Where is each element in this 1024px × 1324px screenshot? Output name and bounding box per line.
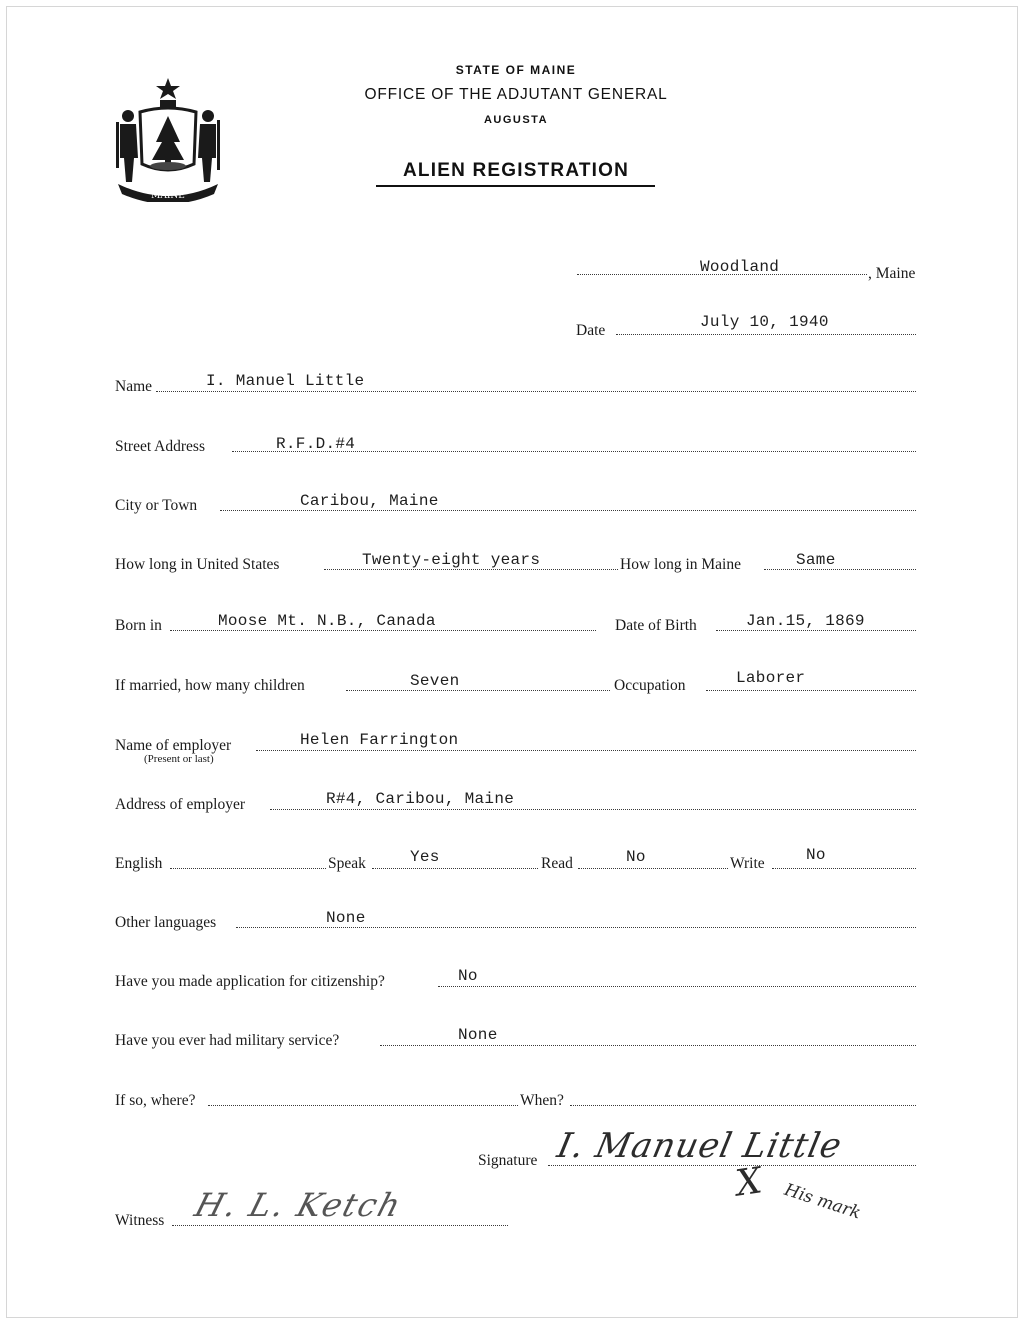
- how-long-maine-label: How long in Maine: [620, 556, 741, 573]
- english-line: [170, 868, 326, 869]
- date-of-birth-value: Jan.15, 1869: [746, 612, 865, 630]
- seal-banner-text: MAINE: [151, 191, 185, 201]
- maine-seal-icon: [110, 72, 226, 202]
- when-label: When?: [520, 1092, 564, 1109]
- employer-address-label: Address of employer: [115, 796, 245, 813]
- city-value: Caribou, Maine: [300, 492, 439, 510]
- citizenship-label: Have you made application for citizenship?: [115, 973, 385, 990]
- signature-handwriting: I. Manuel Little: [553, 1126, 846, 1166]
- street-address-value: R.F.D.#4: [276, 435, 356, 453]
- signature-label: Signature: [478, 1152, 538, 1169]
- born-in-value: Moose Mt. N.B., Canada: [218, 612, 436, 630]
- date-label: Date: [576, 322, 606, 339]
- employer-line: [256, 750, 916, 751]
- how-long-us-line: [324, 569, 618, 570]
- page-border: [6, 6, 1018, 1318]
- date-line: [616, 334, 916, 335]
- english-label: English: [115, 855, 163, 872]
- date-value: July 10, 1940: [700, 313, 829, 331]
- office-heading: OFFICE OF THE ADJUTANT GENERAL: [364, 86, 668, 103]
- occupation-label: Occupation: [614, 677, 686, 694]
- read-label: Read: [541, 855, 573, 872]
- how-long-us-label: How long in United States: [115, 556, 280, 573]
- children-label: If married, how many children: [115, 677, 305, 694]
- other-languages-line: [236, 927, 916, 928]
- read-value: No: [626, 848, 646, 866]
- how-long-maine-value: Same: [796, 551, 836, 569]
- city-line: [220, 510, 916, 511]
- street-address-label: Street Address: [115, 438, 205, 455]
- witness-signature: H. L. Ketch: [190, 1186, 407, 1224]
- write-line: [772, 868, 916, 869]
- citizenship-value: No: [458, 967, 478, 985]
- speak-line: [372, 868, 538, 869]
- children-value: Seven: [410, 672, 460, 690]
- name-value: I. Manuel Little: [206, 372, 365, 390]
- name-label: Name: [115, 378, 153, 395]
- other-languages-label: Other languages: [115, 914, 217, 931]
- date-of-birth-line: [716, 630, 916, 631]
- military-line: [380, 1045, 916, 1046]
- write-value: No: [806, 846, 826, 864]
- employer-value: Helen Farrington: [300, 731, 459, 749]
- employer-address-value: R#4, Caribou, Maine: [326, 790, 515, 808]
- date-of-birth-label: Date of Birth: [615, 617, 697, 634]
- when-line: [570, 1105, 916, 1106]
- city-label: City or Town: [115, 497, 198, 514]
- signature-mark-note: His mark: [781, 1180, 864, 1224]
- other-languages-value: None: [326, 909, 366, 927]
- place-value: Woodland: [700, 258, 780, 276]
- citizenship-line: [438, 986, 916, 987]
- witness-label: Witness: [115, 1212, 165, 1229]
- speak-value: Yes: [410, 848, 440, 866]
- occupation-value: Laborer: [736, 669, 806, 687]
- how-long-maine-line: [764, 569, 916, 570]
- title-underline: [376, 185, 655, 187]
- employer-sublabel: (Present or last): [144, 753, 214, 765]
- state-heading: STATE OF MAINE: [455, 63, 577, 77]
- place-suffix: , Maine: [868, 265, 916, 282]
- born-in-label: Born in: [115, 617, 162, 634]
- write-label: Write: [730, 855, 765, 872]
- name-line: [156, 391, 916, 392]
- where-line: [208, 1105, 518, 1106]
- signature-mark: X: [733, 1160, 765, 1205]
- military-value: None: [458, 1026, 498, 1044]
- occupation-line: [706, 690, 916, 691]
- where-label: If so, where?: [115, 1092, 196, 1109]
- military-label: Have you ever had military service?: [115, 1032, 340, 1049]
- witness-line: [172, 1225, 508, 1226]
- city-heading: AUGUSTA: [483, 114, 549, 126]
- read-line: [578, 868, 728, 869]
- born-in-line: [170, 630, 596, 631]
- speak-label: Speak: [328, 855, 366, 872]
- employer-label: Name of employer: [115, 737, 232, 754]
- form-title: ALIEN REGISTRATION: [402, 160, 630, 181]
- employer-address-line: [270, 809, 916, 810]
- children-line: [346, 690, 610, 691]
- how-long-us-value: Twenty-eight years: [362, 551, 541, 569]
